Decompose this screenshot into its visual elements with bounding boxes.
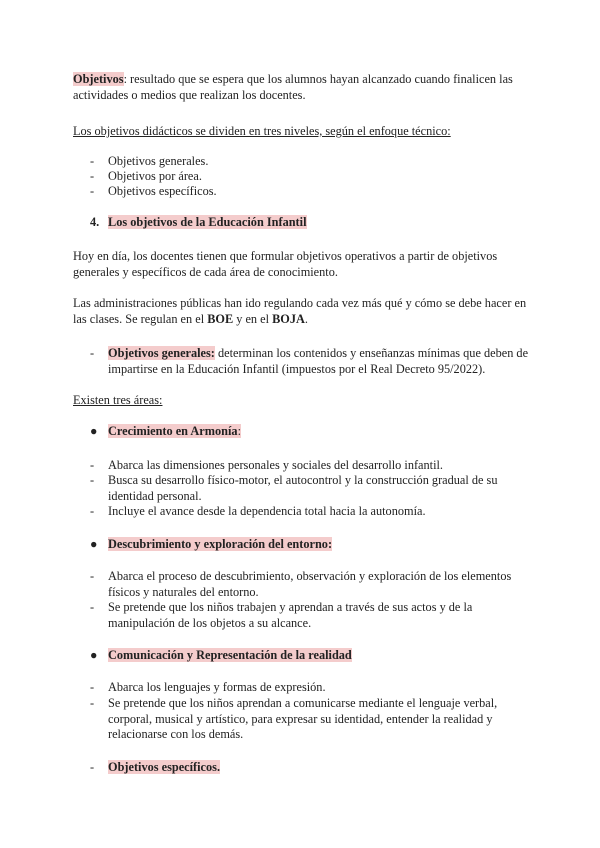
list-item <box>90 154 530 170</box>
area-item: Abarca las dimensiones personales y sociales del desarrollo infantil. <box>108 458 443 472</box>
regulation-text-a: Las administraciones públicas han ido regulando cada vez más qué y cómo se debe hacer en las clases. Se regulan en el <box>73 296 527 326</box>
area-item: Incluye el avance desde la dependencia total hacia la autonomía. <box>108 504 426 518</box>
area-item: Se pretende que los niños aprendan a comunicarse mediante el lenguaje verbal, corporal, musical y artístico, para expresar su identidad, entender la realidad y relacionarse con los demás. <box>108 696 498 741</box>
dash-marker: - <box>90 760 95 774</box>
area-heading <box>90 648 530 664</box>
boja-label: BOJA <box>272 311 305 326</box>
dash-marker: - <box>90 473 95 487</box>
boe-label: BOE <box>207 311 234 326</box>
area-item: Busca su desarrollo físico-motor, el autocontrol y la construcción gradual de su identidad personal. <box>108 473 498 503</box>
dash-marker: - <box>90 696 95 710</box>
list-item <box>90 600 530 631</box>
dash-marker: - <box>90 458 95 472</box>
level-item: Objetivos por área. <box>108 169 202 183</box>
areas-intro: Existen tres áreas: <box>73 393 163 407</box>
section-heading <box>90 215 307 231</box>
definition-text: : resultado que se espera que los alumnos hayan alcanzado cuando finalicen las actividades o medios que realizan los docentes. <box>73 72 513 102</box>
dash-marker: - <box>90 504 95 518</box>
general-objectives-item <box>90 346 530 377</box>
area-item: Abarca los lenguajes y formas de expresión. <box>108 680 326 694</box>
list-item <box>90 680 530 696</box>
area-title: Descubrimiento y exploración del entorno: <box>108 537 333 551</box>
paragraph-operative-objectives: Hoy en día, los docentes tienen que formular objetivos operativos a partir de objetivos generales y específicos de cada área de conocimiento. <box>73 249 498 279</box>
area-heading <box>90 424 530 440</box>
section-title: Los objetivos de la Educación Infantil <box>108 215 307 229</box>
dash-marker: - <box>90 184 95 198</box>
dash-marker: - <box>90 569 95 583</box>
list-item <box>90 184 530 200</box>
general-objectives-text: determinan los contenidos y enseñanzas mínimas que deben de impartirse en la Educación Infantil (impuestos por el Real Decreto 95/2022). <box>108 346 529 376</box>
list-item <box>90 169 530 185</box>
section-number: 4. <box>90 215 100 229</box>
bullet-marker: ● <box>90 424 98 438</box>
dash-marker: - <box>90 600 95 614</box>
list-item <box>90 504 530 520</box>
area-title: Comunicación y Representación de la realidad <box>108 648 352 662</box>
bullet-marker: ● <box>90 537 98 551</box>
definition-paragraph <box>73 72 533 103</box>
dash-marker: - <box>90 169 95 183</box>
level-item: Objetivos generales. <box>108 154 209 168</box>
general-objectives-label: Objetivos generales: <box>108 346 215 360</box>
paragraph-regulation <box>73 296 533 327</box>
dash-marker: - <box>90 680 95 694</box>
level-item: Objetivos específicos. <box>108 184 217 198</box>
definition-term: Objetivos <box>73 72 124 86</box>
list-item <box>90 458 530 474</box>
bullet-marker: ● <box>90 648 98 662</box>
area-title-suffix: : <box>237 424 241 438</box>
list-item <box>90 473 530 504</box>
regulation-text-c: . <box>304 311 308 326</box>
list-item <box>90 696 530 743</box>
list-item <box>90 569 530 600</box>
area-title: Crecimiento en Armonía <box>108 424 238 438</box>
levels-intro: Los objetivos didácticos se dividen en tres niveles, según el enfoque técnico: <box>73 124 451 138</box>
dash-marker: - <box>90 346 95 360</box>
area-heading <box>90 537 530 553</box>
area-item: Se pretende que los niños trabajen y aprendan a través de sus actos y de la manipulación de los objetos a su alcance. <box>108 600 473 630</box>
specific-objectives-label: Objetivos específicos. <box>108 760 221 774</box>
area-item: Abarca el proceso de descubrimiento, observación y exploración de los elementos físicos y naturales del entorno. <box>108 569 512 599</box>
dash-marker: - <box>90 154 95 168</box>
regulation-text-b: y en el <box>233 311 273 326</box>
specific-objectives-item <box>90 760 530 776</box>
